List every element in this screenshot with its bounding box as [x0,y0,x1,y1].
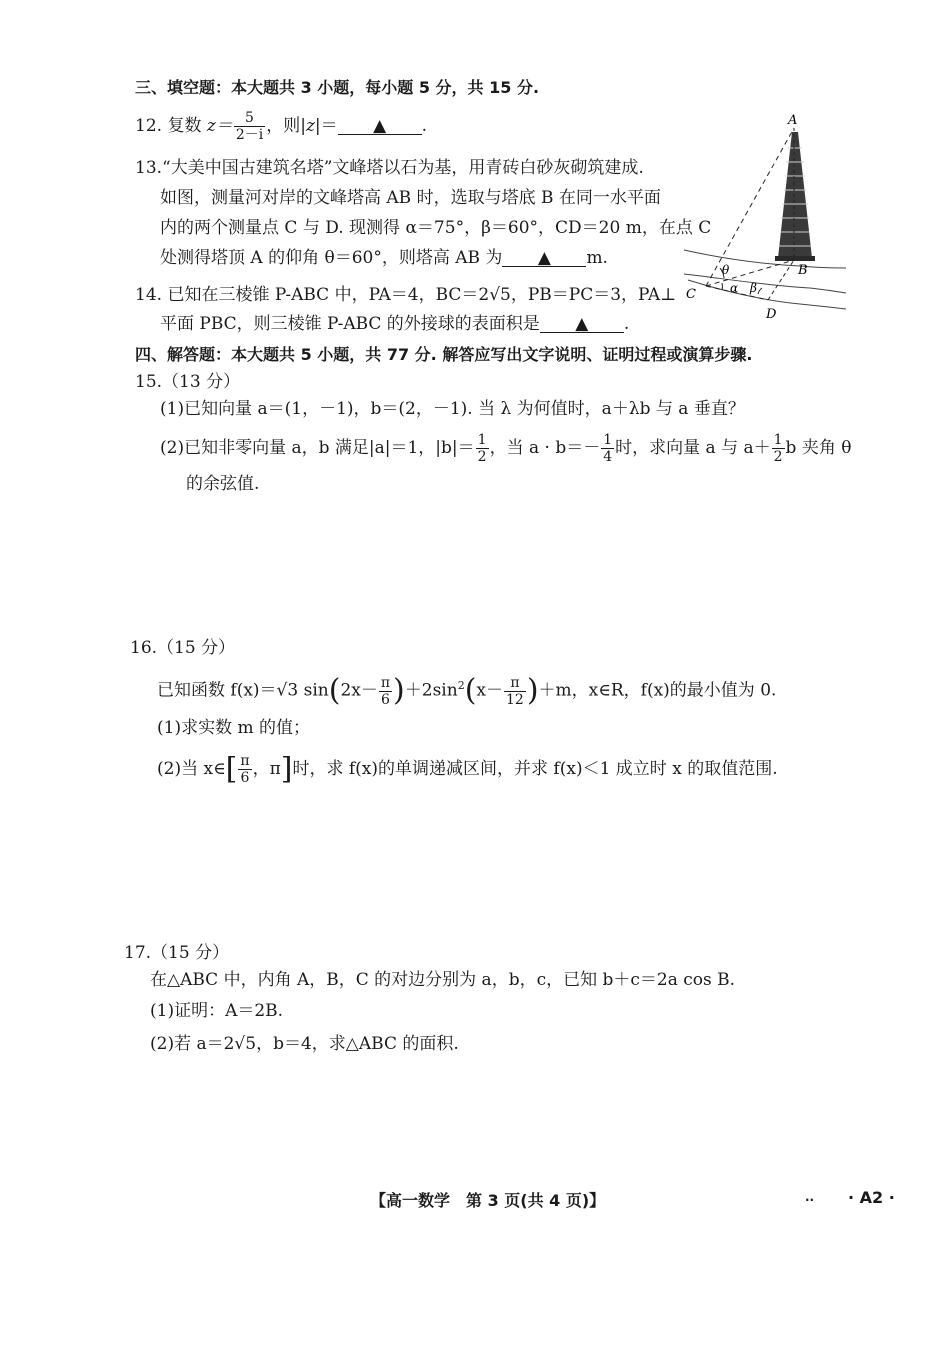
answer-blank[interactable]: ▲ [338,114,422,135]
question-17-head: 17.（15 分） [124,943,230,963]
tower-figure [680,108,850,328]
label-alpha: α [730,281,739,295]
footer-dots: .. [805,1190,815,1204]
question-13-line4: 处测得塔顶 A 的仰角 θ＝60°，则塔高 AB 为 ▲ m. [160,248,608,268]
question-13-line1: 13.“大美中国古建筑名塔”文峰塔以石为基，用青砖白砂灰砌筑建成. [135,158,644,178]
question-12: 12. 复数 z＝ $\frac{5}{2-i}$ ，则|z|＝ ▲ . [135,110,428,143]
footer-page-info: 【高一数学 第 3 页(共 4 页)】 [370,1191,606,1210]
section4-title: 四、解答题：本大题共 5 小题，共 77 分. 解答应写出文字说明、证明过程或演算步骤. [135,345,753,364]
question-17-statement: 在△ABC 中，内角 A，B，C 的对边分别为 a，b，c，已知 b＋c＝2a cos B. [150,970,736,990]
question-17-part2: (2)若 a＝2√5，b＝4，求△ABC 的面积. [150,1034,459,1054]
label-beta: β [750,281,757,295]
question-16-part2: (2)当 x∈[ $\frac{\pi}{6}$ ，π]时，求 f(x)的单调递减区间，并求 f(x)＜1 成立时 x 的取值范围. [157,751,778,787]
footer-code: · A2 · [848,1188,895,1207]
label-B: B [798,263,808,278]
question-15-part1: (1)已知向量 a＝(1，－1)，b＝(2，－1). 当 λ 为何值时，a＋λb 与 a 垂直？ [160,399,745,419]
question-15-part2: (2)已知非零向量 a，b 满足|a|＝1，|b|＝ $\frac{1}{2}$ ，当 a · b＝－ $\frac{1}{4}$ 时，求向量 a 与 a＋ $\frac{1}{2}$ b 夹角 θ [160,432,852,465]
question-13-line3: 内的两个测量点 C 与 D. 现测得 α＝75°，β＝60°，CD＝20 m，在点 C [160,218,712,238]
question-14-line1: 14. 已知在三棱锥 P-ABC 中，PA＝4，BC＝2√5，PB＝PC＝3，PA⊥ [135,285,677,305]
question-13-line2: 如图，测量河对岸的文峰塔高 AB 时，选取与塔底 B 在同一水平面 [160,188,661,208]
section3-title: 三、填空题：本大题共 3 小题，每小题 5 分，共 15 分. [135,78,540,97]
label-D: D [766,307,777,322]
question-15-part2-line2: 的余弦值. [186,474,260,494]
label-C: C [686,287,696,302]
question-15-head: 15.（13 分） [135,372,241,392]
answer-blank[interactable]: ▲ [502,246,586,267]
question-14-line2: 平面 PBC，则三棱锥 P-ABC 的外接球的表面积是 ▲ . [160,314,630,334]
question-16-function: 已知函数 f(x)＝√3 sin(2x－ $\frac{\pi}{6}$ )$+2\sin^2(x-$ $\frac{\pi}{12}$ )＋m，x∈R，f(x)的最小值为 0. [157,673,777,709]
label-theta: θ [722,263,730,277]
label-A: A [788,113,798,128]
question-17-part1: (1)证明：A＝2B. [150,1001,284,1021]
q12-fraction: $\frac{5}{2-i}$ [235,110,264,143]
question-16-head: 16.（15 分） [130,638,236,658]
answer-blank[interactable]: ▲ [540,312,624,333]
q12-z: z＝ [206,116,233,136]
q12-prefix: 12. 复数 [135,116,207,136]
question-16-part1: (1)求实数 m 的值； [157,718,311,738]
